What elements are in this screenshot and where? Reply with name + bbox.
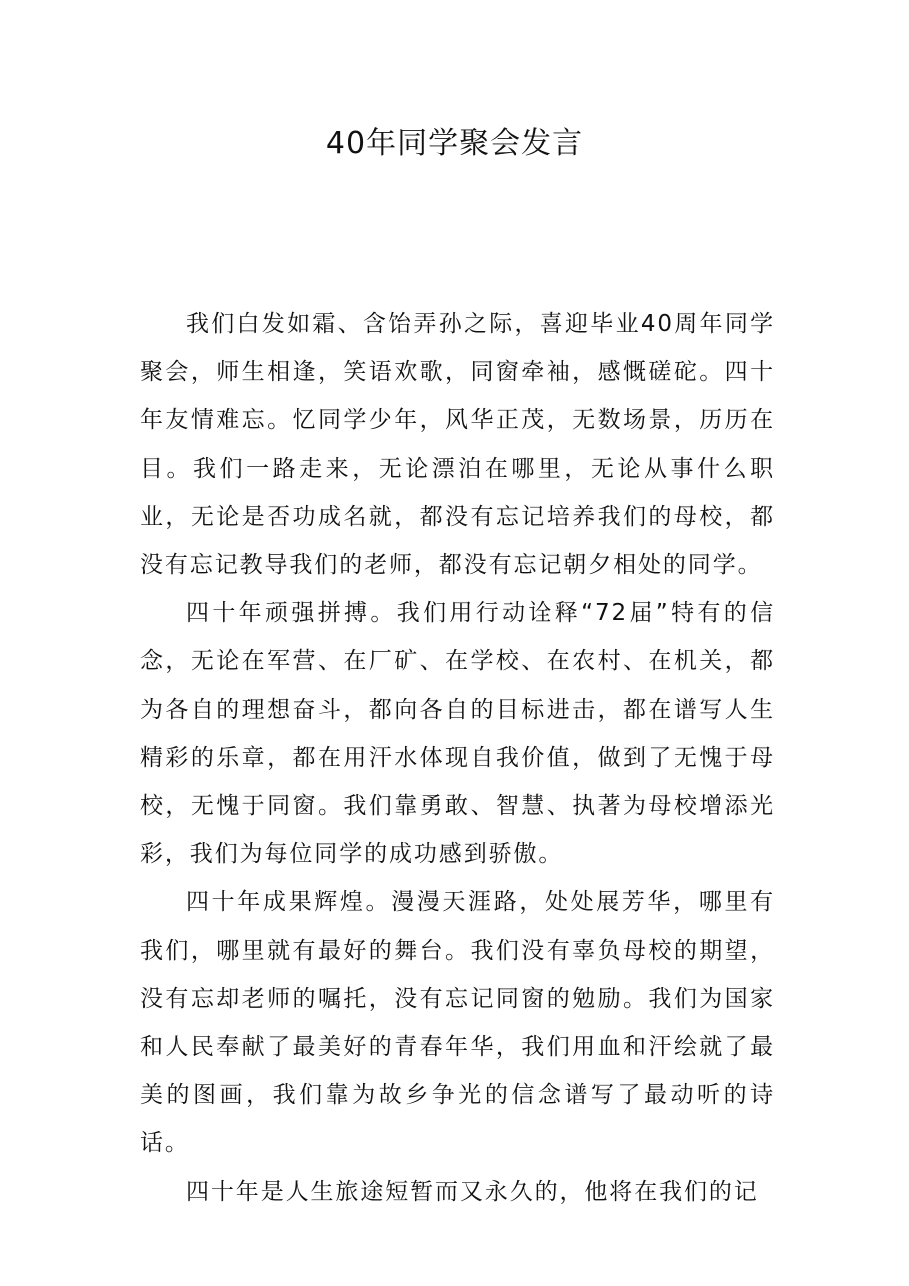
document-body bbox=[140, 300, 775, 1216]
paragraph-4: 四十年是人生旅途短暂而又永久的，他将在我们的记 bbox=[186, 1178, 759, 1205]
paragraph-2: 四十年顽强拼搏。我们用行动诠释“72届”特有的信念，无论在军营、在厂矿、在学校、在农村、在机关，都为各自的理想奋斗，都向各自的目标进击，都在谱写人生精彩的乐章，都在用汗水体现自我价值，做到了无愧于母校，无愧于同窗。我们靠勇敢、智慧、执著为母校增添光彩，我们为每位同学的成功感到骄傲。 bbox=[140, 600, 775, 868]
paragraph-1: 我们白发如霜、含饴弄孙之际，喜迎毕业40周年同学聚会，师生相逢，笑语欢歌，同窗牵袖，感慨磋砣。四十年友情难忘。忆同学少年，风华正茂，无数场景，历历在目。我们一路走来，无论漂泊在哪里，无论从事什么职业，无论是否功成名就，都没有忘记培养我们的母校，都没有忘记教导我们的老师，都没有忘记朝夕相处的同学。 bbox=[140, 311, 775, 579]
page-title: 40年同学聚会发言 bbox=[325, 126, 584, 161]
paragraph-3: 四十年成果辉煌。漫漫天涯路，处处展芳华，哪里有我们，哪里就有最好的舞台。我们没有辜负母校的期望，没有忘却老师的嘱托，没有忘记同窗的勉励。我们为国家和人民奉献了最美好的青春年华，我们用血和汗绘就了最美的图画，我们靠为故乡争光的信念谱写了最动听的诗话。 bbox=[140, 889, 775, 1157]
